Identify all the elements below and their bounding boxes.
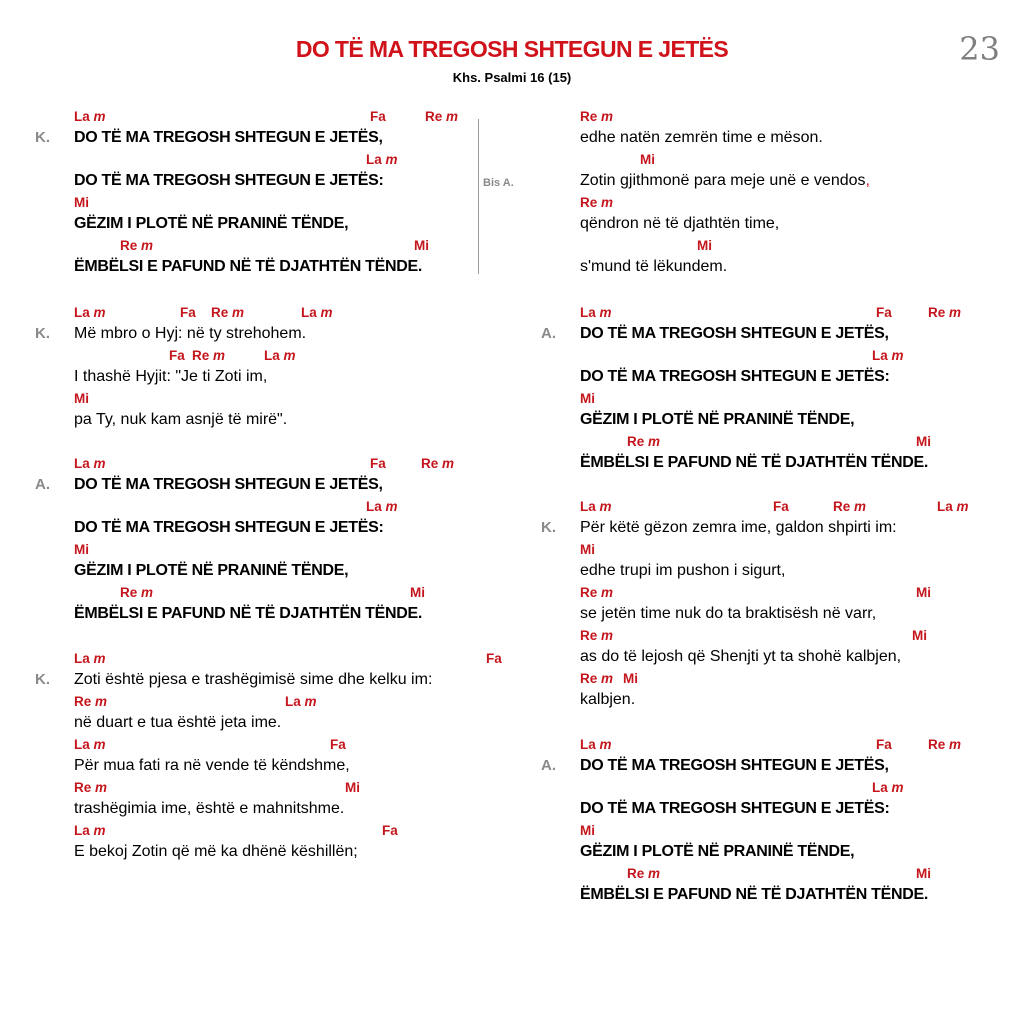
chord-re-minor: Re m — [425, 109, 459, 124]
chord-re-minor: Re m — [421, 456, 455, 471]
chord-mi: Mi — [640, 152, 655, 167]
lyric-line: s'mund të lëkundem. — [580, 258, 728, 275]
chord-mi: Mi — [580, 823, 595, 838]
chord-fa: Fa — [876, 305, 892, 320]
page-title: DO TË MA TREGOSH SHTEGUN E JETËS — [295, 36, 729, 62]
chord-re-minor: Re m — [192, 348, 226, 363]
lyric-line: DO TË MA TREGOSH SHTEGUN E JETËS: — [74, 172, 384, 189]
chord-fa: Fa — [382, 823, 398, 838]
chord-la-minor: La m — [580, 499, 612, 514]
chord-mi: Mi — [623, 671, 638, 686]
lyric-line: Zoti është pjesa e trashëgimisë sime dhe kelku im: — [74, 671, 433, 688]
lyric-line: GËZIM I PLOTË NË PRANINË TËNDE, — [580, 843, 855, 860]
chord-la-minor: La m — [74, 737, 106, 752]
chord-re-minor: Re m — [580, 109, 614, 124]
marker-k: K. — [541, 519, 556, 536]
chord-la-minor: La m — [74, 109, 106, 124]
chord-mi: Mi — [414, 238, 429, 253]
chord-re-minor: Re m — [627, 434, 661, 449]
chord-re-minor: Re m — [580, 195, 614, 210]
marker-k: K. — [35, 325, 50, 342]
chord-re-minor: Re m — [120, 238, 154, 253]
chord-la-minor: La m — [264, 348, 296, 363]
lyric-line: Për këtë gëzon zemra ime, galdon shpirti im: — [580, 519, 897, 536]
chord-re-minor: Re m — [833, 499, 867, 514]
chord-la-minor: La m — [872, 780, 904, 795]
chord-re-minor: Re m — [120, 585, 154, 600]
chord-mi: Mi — [916, 866, 931, 881]
chord-re-minor: Re m — [211, 305, 245, 320]
marker-k: K. — [35, 671, 50, 688]
chord-re-minor: Re m — [928, 305, 962, 320]
lyric-line: DO TË MA TREGOSH SHTEGUN E JETËS, — [580, 325, 889, 342]
chord-fa: Fa — [486, 651, 502, 666]
lyric-line: edhe natën zemrën time e mëson. — [580, 129, 823, 146]
chord-mi: Mi — [580, 542, 595, 557]
chord-mi: Mi — [74, 542, 89, 557]
chord-fa: Fa — [180, 305, 196, 320]
chord-re-minor: Re m — [580, 671, 614, 686]
chord-mi: Mi — [912, 628, 927, 643]
bis-bracket-line — [478, 119, 479, 274]
chord-fa: Fa — [370, 109, 386, 124]
chord-fa: Fa — [330, 737, 346, 752]
lyric-line: DO TË MA TREGOSH SHTEGUN E JETËS: — [580, 800, 890, 817]
lyric-line: GËZIM I PLOTË NË PRANINË TËNDE, — [74, 215, 349, 232]
lyric-line: në duart e tua është jeta ime. — [74, 714, 282, 731]
chord-mi: Mi — [410, 585, 425, 600]
lyric-line: Zotin gjithmonë para meje unë e vendos, — [580, 172, 870, 189]
lyric-line: Për mua fati ra në vende të këndshme, — [74, 757, 350, 774]
chord-re-minor: Re m — [928, 737, 962, 752]
lyric-line: pa Ty, nuk kam asnjë të mirë". — [74, 411, 288, 428]
chord-la-minor: La m — [74, 823, 106, 838]
lyric-line: ËMBËLSI E PAFUND NË TË DJATHTËN TËNDE. — [580, 886, 929, 903]
lyric-line: as do të lejosh që Shenjti yt ta shohë kalbjen, — [580, 648, 902, 665]
chord-re-minor: Re m — [74, 780, 108, 795]
chord-la-minor: La m — [872, 348, 904, 363]
lyric-line: ËMBËLSI E PAFUND NË TË DJATHTËN TËNDE. — [74, 258, 423, 275]
lyric-line: E bekoj Zotin që më ka dhënë këshillën; — [74, 843, 358, 860]
lyric-line: GËZIM I PLOTË NË PRANINË TËNDE, — [580, 411, 855, 428]
chord-la-minor: La m — [937, 499, 969, 514]
lyric-line: kalbjen. — [580, 691, 636, 708]
chord-mi: Mi — [345, 780, 360, 795]
chord-la-minor: La m — [366, 499, 398, 514]
lyric-line: ËMBËLSI E PAFUND NË TË DJATHTËN TËNDE. — [74, 605, 423, 622]
lyric-line: Më mbro o Hyj: në ty strehohem. — [74, 325, 307, 342]
chord-mi: Mi — [916, 585, 931, 600]
lyric-line: edhe trupi im pushon i sigurt, — [580, 562, 786, 579]
chord-fa: Fa — [169, 348, 185, 363]
chord-re-minor: Re m — [74, 694, 108, 709]
lyric-line: trashëgimia ime, është e mahnitshme. — [74, 800, 345, 817]
lyric-line: GËZIM I PLOTË NË PRANINË TËNDE, — [74, 562, 349, 579]
chord-re-minor: Re m — [580, 628, 614, 643]
chord-re-minor: Re m — [627, 866, 661, 881]
lyric-line: DO TË MA TREGOSH SHTEGUN E JETËS: — [580, 368, 890, 385]
chord-mi: Mi — [74, 391, 89, 406]
chord-fa: Fa — [876, 737, 892, 752]
chord-fa: Fa — [370, 456, 386, 471]
marker-a: A. — [541, 325, 556, 342]
chord-la-minor: La m — [580, 305, 612, 320]
chord-mi: Mi — [74, 195, 89, 210]
chord-mi: Mi — [580, 391, 595, 406]
lyric-line: ËMBËLSI E PAFUND NË TË DJATHTËN TËNDE. — [580, 454, 929, 471]
marker-a: A. — [35, 476, 50, 493]
bis-label: Bis A. — [483, 177, 514, 189]
lyric-line: qëndron në të djathtën time, — [580, 215, 780, 232]
lyric-line: DO TË MA TREGOSH SHTEGUN E JETËS, — [74, 476, 383, 493]
chord-la-minor: La m — [74, 305, 106, 320]
lyric-line: DO TË MA TREGOSH SHTEGUN E JETËS, — [580, 757, 889, 774]
marker-k: K. — [35, 129, 50, 146]
chord-la-minor: La m — [366, 152, 398, 167]
chord-la-minor: La m — [301, 305, 333, 320]
chord-la-minor: La m — [285, 694, 317, 709]
chord-fa: Fa — [773, 499, 789, 514]
page-subtitle: Khs. Psalmi 16 (15) — [452, 70, 572, 85]
chord-re-minor: Re m — [580, 585, 614, 600]
chord-la-minor: La m — [580, 737, 612, 752]
lyric-line: DO TË MA TREGOSH SHTEGUN E JETËS, — [74, 129, 383, 146]
chord-la-minor: La m — [74, 456, 106, 471]
chord-mi: Mi — [916, 434, 931, 449]
lyric-line: se jetën time nuk do ta braktisësh në varr, — [580, 605, 877, 622]
marker-a: A. — [541, 757, 556, 774]
lyric-line: DO TË MA TREGOSH SHTEGUN E JETËS: — [74, 519, 384, 536]
lyric-line: I thashë Hyjit: "Je ti Zoti im, — [74, 368, 268, 385]
page-number: 23 — [959, 30, 1000, 68]
chord-mi: Mi — [697, 238, 712, 253]
chord-la-minor: La m — [74, 651, 106, 666]
